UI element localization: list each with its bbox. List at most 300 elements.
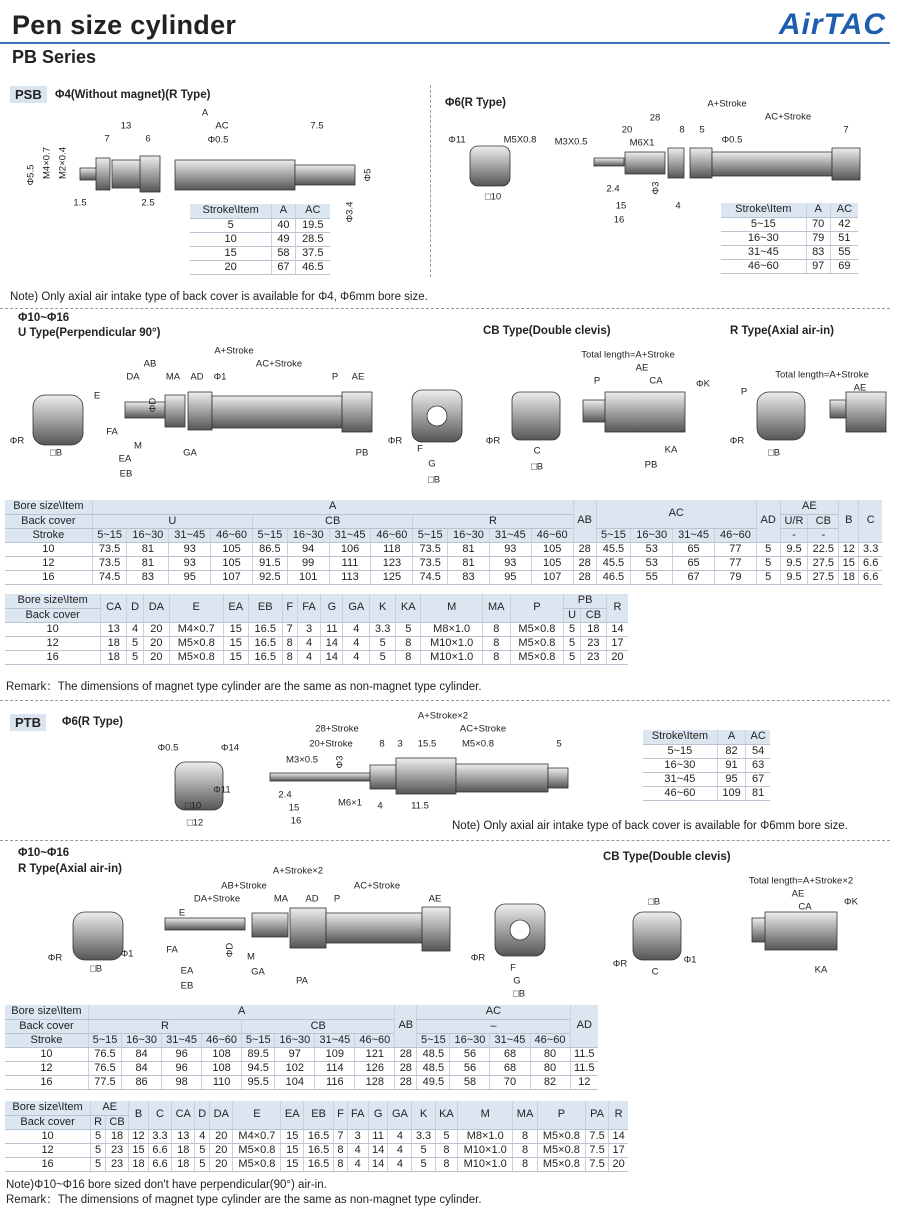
table-cell: 109 bbox=[315, 1047, 355, 1061]
dim-label: AE bbox=[635, 362, 649, 374]
dim-label: AC+Stroke bbox=[459, 723, 507, 735]
table-cell: 48.5 bbox=[417, 1047, 450, 1061]
table-cell: 16 bbox=[5, 1075, 88, 1089]
dim-label: 2.5 bbox=[141, 197, 155, 209]
table-cell: 3.3 bbox=[859, 542, 882, 556]
table-cell: M10×1.0 bbox=[421, 650, 483, 664]
table-cell: 10 bbox=[5, 1129, 91, 1143]
table-row bbox=[5, 1143, 628, 1157]
header-cell: - bbox=[780, 528, 808, 542]
header-cell: G bbox=[321, 594, 343, 622]
table-cell: 18 bbox=[172, 1157, 195, 1171]
header-cell: 31~45 bbox=[169, 528, 211, 542]
table-cell: 20 bbox=[143, 650, 169, 664]
table-cell: 80 bbox=[530, 1047, 570, 1061]
table-cell: 27.5 bbox=[808, 556, 839, 570]
table-cell: 84 bbox=[122, 1061, 162, 1075]
table-cell: 70 bbox=[806, 217, 830, 231]
header-cell: AE bbox=[780, 500, 839, 514]
table-cell: 8 bbox=[396, 650, 421, 664]
dim-label: Φ3 bbox=[650, 181, 662, 195]
dim-label: ΦR bbox=[47, 952, 63, 964]
header-cell: 16~30 bbox=[448, 528, 490, 542]
section-divider bbox=[0, 308, 890, 309]
table-cell: 28 bbox=[395, 1047, 417, 1061]
header-cell: 16~30 bbox=[127, 528, 169, 542]
header-cell: CB bbox=[253, 514, 413, 528]
table-cell: M5×0.8 bbox=[233, 1143, 281, 1157]
header-cell: Stroke\Item bbox=[643, 730, 717, 744]
table-cell: 22.5 bbox=[808, 542, 839, 556]
dim-label: Φ11 bbox=[448, 134, 466, 146]
dim-label: Φ5 bbox=[362, 168, 374, 182]
table-cell: 48.5 bbox=[417, 1061, 450, 1075]
header-cell: C bbox=[148, 1101, 171, 1129]
dim-label: M5X0.8 bbox=[503, 134, 537, 146]
table-cell: 23 bbox=[105, 1157, 128, 1171]
dim-label: AC+Stroke bbox=[353, 880, 401, 892]
table-cell: 14 bbox=[606, 622, 628, 636]
table-cell: 42 bbox=[830, 217, 858, 231]
dim-label: M6×1 bbox=[337, 797, 363, 809]
table-cell: 105 bbox=[531, 542, 573, 556]
table-cell: 15 bbox=[839, 556, 859, 570]
ptb-badge: PTB bbox=[10, 714, 46, 731]
table-cell: 5 bbox=[195, 1143, 210, 1157]
dim-label: PB bbox=[355, 447, 369, 459]
dim-label: AC+Stroke bbox=[255, 358, 303, 370]
page-title: Pen size cylinder bbox=[12, 10, 237, 40]
header-cell: D bbox=[127, 594, 144, 622]
table-cell: 109 bbox=[717, 786, 746, 800]
table-row bbox=[5, 1157, 628, 1171]
dimension-table-parts-2 bbox=[5, 1101, 628, 1172]
header-cell: P bbox=[537, 1101, 585, 1129]
header-cell: AC bbox=[830, 203, 858, 217]
header-cell: 16~30 bbox=[631, 528, 673, 542]
header-cell: 31~45 bbox=[315, 1033, 355, 1047]
table-cell: 5 bbox=[435, 1129, 458, 1143]
table-cell: 76.5 bbox=[88, 1061, 121, 1075]
table-row bbox=[190, 246, 330, 260]
table-row bbox=[190, 218, 330, 232]
header-cell: DA bbox=[143, 594, 169, 622]
table-cell: 46~60 bbox=[721, 259, 806, 273]
header-cell: AD bbox=[570, 1005, 598, 1047]
table-cell: 108 bbox=[202, 1047, 242, 1061]
table-cell: 8 bbox=[396, 636, 421, 650]
table-cell: 16~30 bbox=[721, 231, 806, 245]
header-cell: 31~45 bbox=[673, 528, 715, 542]
table-cell: 14 bbox=[321, 650, 343, 664]
header-cell: M bbox=[421, 594, 483, 622]
dim-label: A bbox=[201, 107, 209, 119]
header-cell: 16~30 bbox=[122, 1033, 162, 1047]
table-cell: 5 bbox=[91, 1129, 106, 1143]
table-cell: 13 bbox=[101, 622, 127, 636]
table-cell: 58 bbox=[272, 246, 295, 260]
u-type-heading: U Type(Perpendicular 90°) bbox=[18, 327, 161, 339]
dim-label: A+Stroke×2 bbox=[417, 710, 469, 722]
table-cell: 86.5 bbox=[253, 542, 288, 556]
dim-label: 7.5 bbox=[310, 120, 324, 132]
header-cell: 5~15 bbox=[88, 1033, 121, 1047]
dim-label: GA bbox=[183, 447, 197, 459]
dim-label: G bbox=[428, 458, 436, 470]
header-cell: A bbox=[717, 730, 746, 744]
dim-label: □10 bbox=[484, 191, 502, 203]
table-cell: 15 bbox=[281, 1143, 304, 1157]
table-cell: 9.5 bbox=[780, 542, 808, 556]
dim-label: ΦK bbox=[844, 896, 858, 908]
header-cell: CB bbox=[105, 1115, 128, 1129]
header-cell: 46~60 bbox=[211, 528, 253, 542]
header-cell: 5~15 bbox=[253, 528, 288, 542]
table-cell: 23 bbox=[580, 650, 606, 664]
table-cell: 93 bbox=[489, 556, 531, 570]
table-cell: 4 bbox=[297, 636, 321, 650]
table-cell: 20 bbox=[609, 1157, 628, 1171]
dim-label: □12 bbox=[186, 817, 204, 829]
table-cell: 5 bbox=[396, 622, 421, 636]
header-cell: G bbox=[368, 1101, 388, 1129]
table-cell: 5 bbox=[412, 1143, 435, 1157]
psb-badge: PSB bbox=[10, 86, 47, 103]
dim-label: PB bbox=[644, 459, 658, 471]
table-cell: 5 bbox=[190, 218, 272, 232]
table-cell: 31~45 bbox=[721, 245, 806, 259]
table-cell: 8 bbox=[513, 1157, 538, 1171]
dim-label: Φ0.5 bbox=[721, 134, 743, 146]
header-cell: 5~15 bbox=[596, 528, 631, 542]
dim-label: 15 bbox=[615, 200, 627, 212]
table-cell: 15 bbox=[223, 622, 248, 636]
table-cell: 4 bbox=[388, 1157, 412, 1171]
dim-label: ΦK bbox=[696, 378, 710, 390]
header-cell: Back cover bbox=[5, 1115, 91, 1129]
table-row bbox=[721, 245, 858, 259]
table-row bbox=[5, 1075, 598, 1089]
table-cell: 80 bbox=[530, 1061, 570, 1075]
header-cell: CA bbox=[172, 1101, 195, 1129]
table-cell: 5 bbox=[91, 1143, 106, 1157]
dim-label: M2×0.4 bbox=[57, 147, 69, 179]
dim-label: 28+Stroke bbox=[315, 723, 359, 735]
dim-label: CA bbox=[649, 375, 663, 387]
header-cell: FA bbox=[347, 1101, 368, 1129]
table-cell: 7 bbox=[282, 622, 297, 636]
table-row bbox=[190, 232, 330, 246]
header-cell: EB bbox=[303, 1101, 333, 1129]
dim-label: 2.4 bbox=[606, 183, 620, 195]
table-cell: 12 bbox=[5, 1061, 88, 1075]
header-cell: Stroke\Item bbox=[721, 203, 806, 217]
dim-label: 7 bbox=[843, 124, 849, 136]
header-cell: AC bbox=[417, 1005, 570, 1019]
header-cell: Stroke\Item bbox=[190, 204, 272, 218]
table-cell: 15 bbox=[223, 636, 248, 650]
table-cell: 108 bbox=[202, 1061, 242, 1075]
dim-label: AD bbox=[190, 371, 204, 383]
header-cell: U bbox=[92, 514, 252, 528]
table-cell: M5×0.8 bbox=[510, 622, 564, 636]
dim-label: 7 bbox=[104, 133, 110, 145]
table-cell: 97 bbox=[806, 259, 830, 273]
dim-label: G bbox=[513, 975, 521, 987]
table-cell: 5 bbox=[412, 1157, 435, 1171]
table-cell: 28 bbox=[573, 570, 596, 584]
table-row bbox=[5, 636, 628, 650]
dim-label: M3×0.5 bbox=[286, 754, 318, 766]
table-cell: M5×0.8 bbox=[510, 650, 564, 664]
dimension-table-r-cb bbox=[5, 1005, 598, 1090]
header-cell: GA bbox=[388, 1101, 412, 1129]
table-cell: 14 bbox=[609, 1129, 628, 1143]
table-cell: 8 bbox=[334, 1157, 347, 1171]
dim-label: P bbox=[740, 386, 748, 398]
dim-label: M3X0.5 bbox=[554, 136, 588, 148]
header-cell: 46~60 bbox=[715, 528, 757, 542]
table-cell: 81 bbox=[127, 542, 169, 556]
table-cell: 5 bbox=[370, 636, 396, 650]
table-cell: 74.5 bbox=[92, 570, 127, 584]
table-cell: 6.6 bbox=[859, 556, 882, 570]
psb-heading: Φ4(Without magnet)(R Type) bbox=[55, 89, 211, 101]
header-cell: 16~30 bbox=[275, 1033, 315, 1047]
table-cell: 67 bbox=[673, 570, 715, 584]
psb-table bbox=[190, 204, 330, 275]
table-cell: 14 bbox=[321, 636, 343, 650]
table-cell: 79 bbox=[806, 231, 830, 245]
header-cell: DA bbox=[210, 1101, 233, 1129]
dim-label: ΦR bbox=[470, 952, 486, 964]
table-cell: M8×1.0 bbox=[421, 622, 483, 636]
header-cell: AC bbox=[596, 500, 756, 528]
dim-label: 16 bbox=[613, 214, 625, 226]
table-cell: 96 bbox=[162, 1061, 202, 1075]
dim-label: AE bbox=[351, 371, 365, 383]
table-cell: 53 bbox=[631, 542, 673, 556]
dim-label: Φ1 bbox=[120, 948, 134, 960]
table-cell: 82 bbox=[717, 744, 746, 758]
table-cell: 5 bbox=[756, 556, 780, 570]
dim-label: 5 bbox=[556, 738, 562, 750]
table-row bbox=[721, 217, 858, 231]
table-cell: 111 bbox=[329, 556, 371, 570]
table-cell: 16.5 bbox=[303, 1129, 333, 1143]
table-cell: 125 bbox=[371, 570, 413, 584]
dimension-table-u-cb-r bbox=[5, 500, 882, 585]
table-cell: 8 bbox=[282, 650, 297, 664]
dim-label: Total length=A+Stroke×2 bbox=[748, 875, 854, 887]
dim-label: 6 bbox=[145, 133, 151, 145]
table-cell: 7.5 bbox=[585, 1129, 608, 1143]
table-cell: 5 bbox=[564, 622, 581, 636]
header-cell: PA bbox=[585, 1101, 608, 1129]
table-cell: M5×0.8 bbox=[510, 636, 564, 650]
header-cell: U bbox=[564, 608, 581, 622]
section-divider bbox=[430, 85, 431, 277]
dim-label: KA bbox=[664, 444, 678, 456]
table-cell: 15 bbox=[190, 246, 272, 260]
table-cell: 20 bbox=[190, 260, 272, 274]
table-cell: 116 bbox=[315, 1075, 355, 1089]
table-cell: 89.5 bbox=[242, 1047, 275, 1061]
header-cell: Back cover bbox=[5, 1019, 88, 1033]
table-cell: 20 bbox=[143, 636, 169, 650]
table-cell: 31~45 bbox=[643, 772, 717, 786]
dim-label: □B bbox=[647, 896, 661, 908]
table-cell: 4 bbox=[127, 622, 144, 636]
phi6-table bbox=[721, 203, 858, 274]
table-cell: 9.5 bbox=[780, 556, 808, 570]
table-cell: 68 bbox=[490, 1047, 530, 1061]
table-cell: 37.5 bbox=[295, 246, 330, 260]
dim-label: Φ1 bbox=[213, 371, 227, 383]
table-cell: 28 bbox=[573, 542, 596, 556]
table-cell: 92.5 bbox=[253, 570, 288, 584]
dim-label: ΦR bbox=[9, 435, 25, 447]
table-cell: M5×0.8 bbox=[537, 1143, 585, 1157]
table-cell: M10×1.0 bbox=[421, 636, 483, 650]
header-cell: KA bbox=[396, 594, 421, 622]
table-cell: 98 bbox=[162, 1075, 202, 1089]
psb-rod bbox=[80, 168, 98, 180]
table-cell: 46~60 bbox=[643, 786, 717, 800]
table-cell: 12 bbox=[570, 1075, 598, 1089]
header-cell: A bbox=[92, 500, 573, 514]
table-cell: 17 bbox=[606, 636, 628, 650]
table-cell: 11 bbox=[368, 1129, 388, 1143]
table-cell: M4×0.7 bbox=[233, 1129, 281, 1143]
table-cell: 18 bbox=[129, 1157, 149, 1171]
table-cell: 83 bbox=[448, 570, 490, 584]
dim-label: E bbox=[93, 390, 101, 402]
table-cell: 18 bbox=[101, 636, 127, 650]
table-cell: 20 bbox=[143, 622, 169, 636]
table-cell: 70 bbox=[490, 1075, 530, 1089]
table-cell: 18 bbox=[105, 1129, 128, 1143]
header-cell: B bbox=[129, 1101, 149, 1129]
table-cell: 8 bbox=[334, 1143, 347, 1157]
table-cell: 7 bbox=[334, 1129, 347, 1143]
table-cell: 4 bbox=[388, 1143, 412, 1157]
header-cell: GA bbox=[343, 594, 370, 622]
table-cell: 49.5 bbox=[417, 1075, 450, 1089]
header-cell: CB bbox=[242, 1019, 395, 1033]
table-cell: 81 bbox=[448, 556, 490, 570]
header-cell: E bbox=[169, 594, 223, 622]
header-cell: 46~60 bbox=[531, 528, 573, 542]
table-cell: 23 bbox=[105, 1143, 128, 1157]
dim-label: MA bbox=[273, 893, 289, 905]
dim-label: A+Stroke×2 bbox=[272, 865, 324, 877]
dim-label: F bbox=[417, 443, 423, 455]
table-cell: 53 bbox=[631, 556, 673, 570]
dim-label: 20 bbox=[621, 124, 633, 136]
table-cell: 77 bbox=[715, 542, 757, 556]
table-cell: 3.3 bbox=[370, 622, 396, 636]
header-cell: CB bbox=[580, 608, 606, 622]
table-cell: 10 bbox=[190, 232, 272, 246]
header-cell: 5~15 bbox=[417, 1033, 450, 1047]
table-cell: 16~30 bbox=[643, 758, 717, 772]
dim-label: MA bbox=[165, 371, 181, 383]
table-cell: 68 bbox=[490, 1061, 530, 1075]
header-cell: MA bbox=[513, 1101, 538, 1129]
dim-label: 15 bbox=[288, 802, 300, 814]
table-cell: 15 bbox=[281, 1157, 304, 1171]
table-cell: 12 bbox=[5, 636, 101, 650]
header-cell: 46~60 bbox=[371, 528, 413, 542]
dimension-table-parts bbox=[5, 594, 628, 665]
dim-label: 16 bbox=[290, 815, 302, 827]
table-cell: 56 bbox=[450, 1061, 490, 1075]
dim-label: Φ1 bbox=[683, 954, 697, 966]
table-cell: 95 bbox=[717, 772, 746, 786]
dim-label: ΦR bbox=[729, 435, 745, 447]
header-cell: 5~15 bbox=[413, 528, 448, 542]
table-cell: M5×0.8 bbox=[169, 636, 223, 650]
table-cell: 11.5 bbox=[570, 1061, 598, 1075]
table-cell: 67 bbox=[746, 772, 770, 786]
table-cell: 73.5 bbox=[92, 556, 127, 570]
dim-label: Φ0.5 bbox=[157, 742, 179, 754]
dim-label: EB bbox=[119, 468, 133, 480]
dim-label: P bbox=[333, 893, 341, 905]
header-cell: MA bbox=[483, 594, 511, 622]
table-cell: 4 bbox=[347, 1157, 368, 1171]
table-cell: 5 bbox=[564, 636, 581, 650]
header-cell: 5~15 bbox=[242, 1033, 275, 1047]
table-cell: M5×0.8 bbox=[537, 1157, 585, 1171]
header-cell: R bbox=[606, 594, 628, 622]
dim-label: 11.5 bbox=[411, 800, 429, 812]
table-cell: 8 bbox=[282, 636, 297, 650]
table-cell: 15 bbox=[129, 1143, 149, 1157]
table-cell: 5 bbox=[756, 570, 780, 584]
header-cell: Stroke bbox=[5, 528, 92, 542]
table-cell: 123 bbox=[371, 556, 413, 570]
dim-label: M bbox=[134, 440, 142, 452]
table-cell: 6.6 bbox=[148, 1157, 171, 1171]
phi6-heading: Φ6(R Type) bbox=[445, 97, 506, 109]
header-cell: F bbox=[282, 594, 297, 622]
header-cell: Stroke bbox=[5, 1033, 88, 1047]
table-cell: 83 bbox=[806, 245, 830, 259]
dim-label: FA bbox=[106, 426, 118, 438]
note-bore-4-6: Note) Only axial air intake type of back cover is available for Φ4, Φ6mm bore size. bbox=[10, 291, 428, 303]
dim-label: ΦD bbox=[147, 397, 159, 413]
table-cell: 4 bbox=[195, 1129, 210, 1143]
remark-magnet-2: Remark：The dimensions of magnet type cylinder are the same as non-magnet type cylinder. bbox=[6, 1194, 482, 1206]
table-cell: 40 bbox=[272, 218, 295, 232]
table-cell: 16 bbox=[5, 650, 101, 664]
header-cell: F bbox=[334, 1101, 347, 1129]
table-cell: 56 bbox=[450, 1047, 490, 1061]
table-cell: 18 bbox=[580, 622, 606, 636]
table-cell: 8 bbox=[513, 1129, 538, 1143]
dim-label: 5 bbox=[699, 124, 705, 136]
header-cell: R bbox=[88, 1019, 241, 1033]
table-row bbox=[190, 260, 330, 274]
table-cell: 4 bbox=[347, 1143, 368, 1157]
table-cell: 8 bbox=[483, 636, 511, 650]
table-cell: 86 bbox=[122, 1075, 162, 1089]
header-cell: M bbox=[458, 1101, 513, 1129]
table-cell: 107 bbox=[211, 570, 253, 584]
r-type-heading: R Type(Axial air-in) bbox=[730, 325, 834, 337]
